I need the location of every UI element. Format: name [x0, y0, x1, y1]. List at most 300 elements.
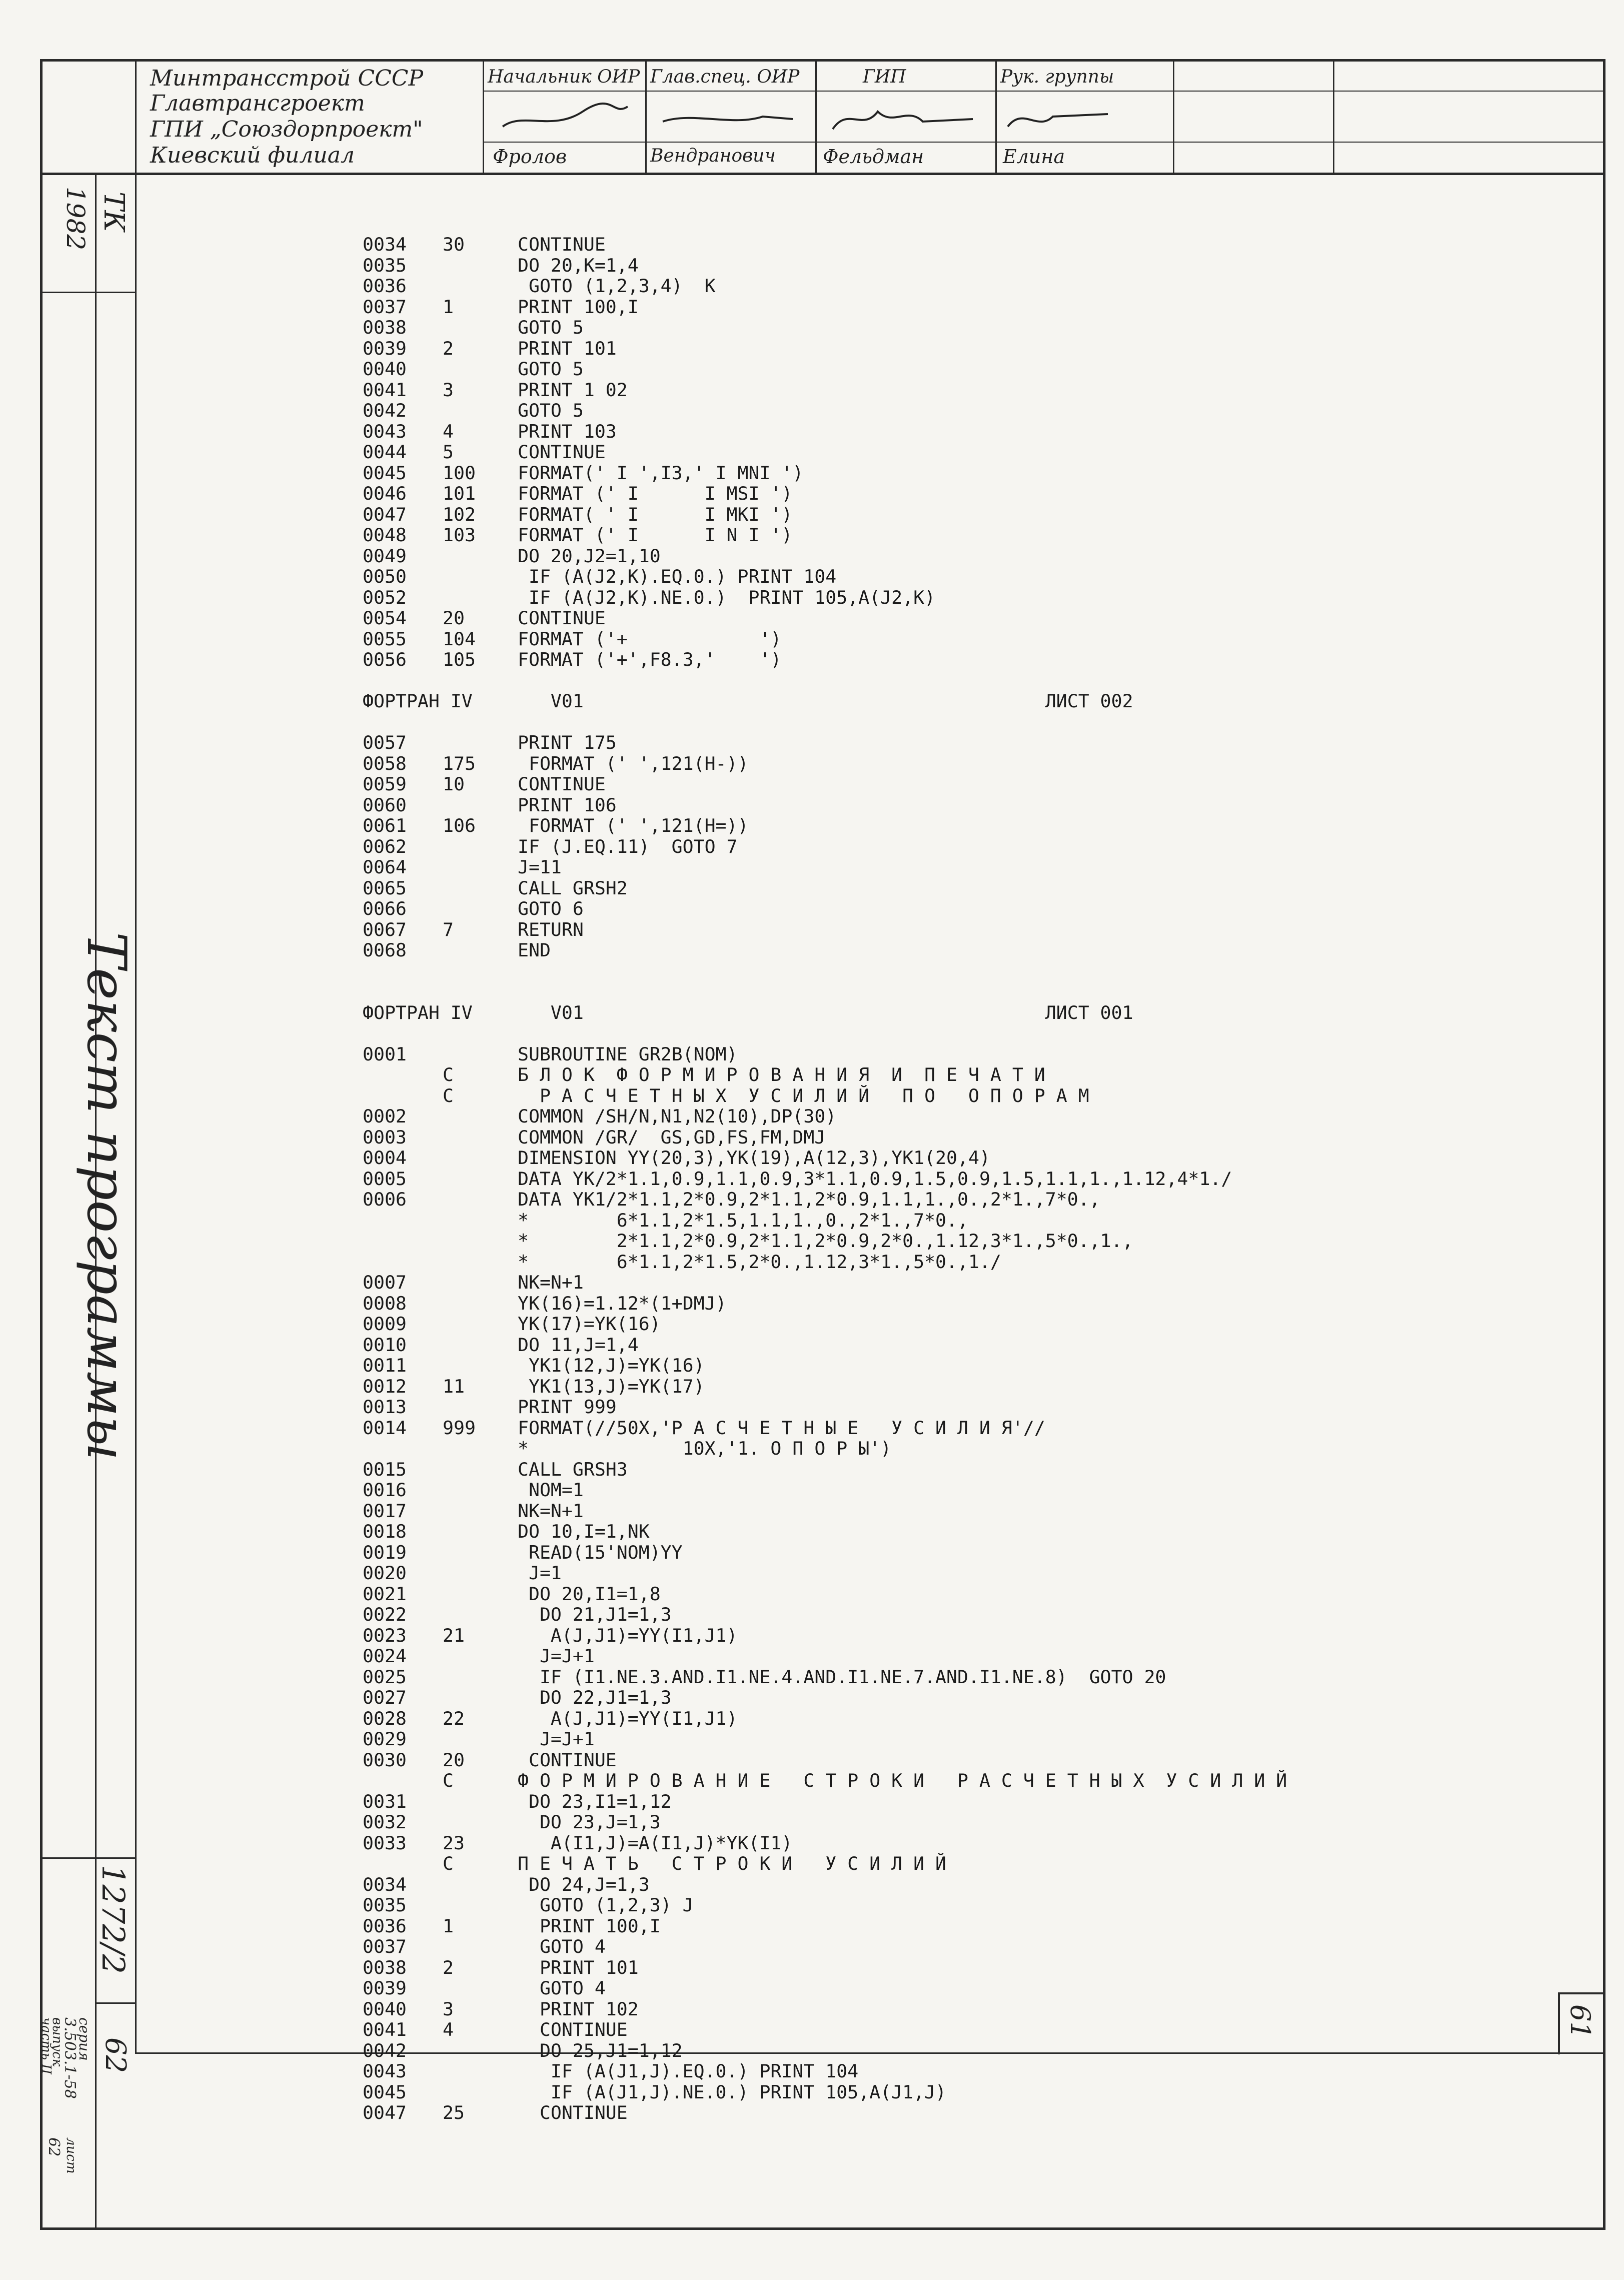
- statement-text: DO 23,I1=1,12: [518, 1790, 672, 1812]
- code-line: [363, 774, 1463, 795]
- code-line: [363, 2082, 1463, 2103]
- code-line: [363, 463, 1463, 484]
- series-value: 3.503.1-58: [61, 2017, 79, 2099]
- statement-label: 20: [443, 1749, 465, 1771]
- code-label: ТК: [98, 192, 130, 232]
- code-line: [363, 1542, 1463, 1563]
- line-number: 0004: [363, 1147, 407, 1169]
- statement-label: 102: [443, 503, 476, 525]
- line-number: 0024: [363, 1645, 407, 1667]
- statement-text: DO 20,J2=1,10: [518, 545, 661, 567]
- code-line: [363, 2040, 1463, 2061]
- document-sheet: [40, 59, 1605, 2230]
- code-line: [363, 338, 1463, 359]
- statement-text: PRINT 101: [518, 337, 617, 359]
- statement-text: V01 ЛИСТ 001: [518, 1001, 1133, 1023]
- line-number: 0030: [363, 1749, 407, 1771]
- code-line: [363, 608, 1463, 629]
- statement-text: FORMAT ('+ '): [518, 628, 782, 650]
- line-number: 0056: [363, 649, 407, 670]
- org-line-3: ГПИ „Союздорпроект": [150, 117, 423, 142]
- statement-label: 175: [443, 752, 476, 774]
- statement-label: 1: [443, 296, 454, 318]
- line-number: 0054: [363, 607, 407, 629]
- statement-text: GOTO 5: [518, 400, 584, 421]
- line-number: 0057: [363, 732, 407, 753]
- statement-text: NOM=1: [518, 1479, 584, 1501]
- vertical-title: Текст программы: [75, 932, 138, 1461]
- statement-text: A(J,J1)=YY(I1,J1): [518, 1624, 738, 1646]
- line-number: 0008: [363, 1292, 407, 1314]
- statement-label: 101: [443, 483, 476, 504]
- statement-label: 106: [443, 815, 476, 836]
- code-line: [363, 566, 1463, 587]
- code-line: [363, 1314, 1463, 1335]
- line-number: 0039: [363, 337, 407, 359]
- code-line: [363, 1418, 1463, 1439]
- code-line: [363, 1189, 1463, 1210]
- statement-text: YK(16)=1.12*(1+DMJ): [518, 1292, 727, 1314]
- statement-text: DO 11,J=1,4: [518, 1334, 639, 1356]
- line-number: 0058: [363, 752, 407, 774]
- code-line: [363, 1397, 1463, 1418]
- code-line: [363, 878, 1463, 899]
- statement-text: FORMAT(' I ',I3,' I MNI '): [518, 462, 804, 484]
- statement-text: DATA YK/2*1.1,0.9,1.1,0.9,3*1.1,0.9,1.5,0.9,1.5,1.1,1.,1.12,4*1./: [518, 1168, 1232, 1190]
- line-number: 0064: [363, 856, 407, 878]
- statement-text: FORMAT (' ',121(H-)): [518, 752, 749, 774]
- line-number: 0045: [363, 462, 407, 484]
- line-number: 0036: [363, 1915, 407, 1937]
- statement-label: 1: [443, 1915, 454, 1937]
- line-number: 0068: [363, 939, 407, 961]
- line-number: 0034: [363, 234, 407, 255]
- code-line: [363, 2102, 1463, 2123]
- statement-text: DO 21,J1=1,3: [518, 1604, 672, 1625]
- role-head-oir: Начальник ОИР: [488, 67, 640, 87]
- line-number: 0048: [363, 524, 407, 546]
- statement-label: 10: [443, 773, 465, 795]
- year-label: 1982: [61, 187, 90, 251]
- role-group-lead: Рук. группы: [1000, 67, 1114, 87]
- statement-text: FORMAT ('+',F8.3,' '): [518, 649, 782, 670]
- code-line: [363, 1148, 1463, 1169]
- statement-text: DIMENSION YY(20,3),YK(19),A(12,3),YK1(20,4): [518, 1147, 990, 1169]
- statement-text: CALL GRSH2: [518, 877, 628, 899]
- statement-text: END: [518, 939, 551, 961]
- code-line: [363, 1687, 1463, 1708]
- line-number: 0009: [363, 1313, 407, 1335]
- statement-label: 3: [443, 379, 454, 401]
- statement-text: DO 22,J1=1,3: [518, 1687, 672, 1708]
- statement-text: FORMAT (' ',121(H=)): [518, 815, 749, 836]
- statement-text: RETURN: [518, 918, 584, 940]
- code-line: [363, 546, 1463, 567]
- statement-text: YK1(12,J)=YK(16): [518, 1355, 705, 1376]
- statement-text: NK=N+1: [518, 1272, 584, 1293]
- code-line: [363, 2019, 1463, 2040]
- statement-text: CONTINUE: [518, 2102, 628, 2123]
- code-line: [363, 1957, 1463, 1978]
- code-line: [363, 421, 1463, 442]
- statement-label: 23: [443, 1832, 465, 1854]
- statement-text: * 6*1.1,2*1.5,1.1,1.,0.,2*1.,7*0.,: [518, 1209, 968, 1231]
- line-number: 0059: [363, 773, 407, 795]
- statement-label: 25: [443, 2102, 465, 2123]
- line-number: 0018: [363, 1521, 407, 1542]
- code-line: [363, 1895, 1463, 1916]
- statement-text: Ф О Р М И Р О В А Н И Е С Т Р О К И Р А С Ч Е Т Н Ы Х У С И Л И Й: [518, 1770, 1287, 1791]
- line-number: 0034: [363, 1873, 407, 1895]
- statement-label: 22: [443, 1707, 465, 1729]
- code-line: [363, 1002, 1463, 1023]
- code-line: [363, 1169, 1463, 1190]
- line-number: 0042: [363, 2039, 407, 2061]
- statement-text: PRINT 102: [518, 1998, 639, 2020]
- statement-label: 4: [443, 420, 454, 442]
- line-number: 0027: [363, 1687, 407, 1708]
- page-number-box: [1558, 1992, 1605, 2054]
- statement-label: C: [443, 1084, 454, 1106]
- statement-text: PRINT 100,I: [518, 296, 639, 318]
- name-elina: Елина: [1003, 146, 1065, 168]
- statement-text: CONTINUE: [518, 2019, 628, 2040]
- line-number: 0066: [363, 898, 407, 919]
- statement-text: IF (A(J1,J).EQ.0.) PRINT 104: [518, 2060, 859, 2082]
- code-line: [363, 981, 1463, 1002]
- statement-label: 2: [443, 1956, 454, 1978]
- code-line: [363, 649, 1463, 670]
- code-line: [363, 317, 1463, 338]
- line-number: 0035: [363, 254, 407, 276]
- code-line: [363, 1459, 1463, 1480]
- statement-label: 30: [443, 234, 465, 255]
- list-label: лист: [64, 2137, 79, 2174]
- statement-text: DO 20,I1=1,8: [518, 1583, 661, 1605]
- statement-text: GOTO (1,2,3) J: [518, 1894, 694, 1916]
- statement-label: 105: [443, 649, 476, 670]
- code-line: [363, 234, 1463, 255]
- code-line: [363, 1853, 1463, 1874]
- statement-text: FORMAT (' I I MSI '): [518, 483, 793, 504]
- fortran-listing: [363, 234, 1463, 2123]
- statement-text: Б Л О К Ф О Р М И Р О В А Н И Я И П Е Ч А Т И: [518, 1064, 1045, 1085]
- line-number: 0013: [363, 1396, 407, 1418]
- code-line: [363, 961, 1463, 982]
- line-number: 0037: [363, 296, 407, 318]
- statement-text: NK=N+1: [518, 1500, 584, 1522]
- line-number: 0041: [363, 2019, 407, 2040]
- line-number: 0002: [363, 1105, 407, 1127]
- code-line: [363, 1106, 1463, 1127]
- line-number: 0045: [363, 2081, 407, 2103]
- line-number: 0042: [363, 400, 407, 421]
- line-number: 0036: [363, 275, 407, 297]
- line-number: 0014: [363, 1417, 407, 1439]
- part-label: часть II: [39, 2017, 54, 2074]
- code-line: [363, 276, 1463, 297]
- code-line: [363, 836, 1463, 857]
- line-number: 0052: [363, 586, 407, 608]
- line-number: 0032: [363, 1811, 407, 1833]
- statement-text: * 2*1.1,2*0.9,2*1.1,2*0.9,2*0.,1.12,3*1.,5*0.,1.,: [518, 1230, 1133, 1252]
- statement-text: DO 20,K=1,4: [518, 254, 639, 276]
- statement-label: 21: [443, 1624, 465, 1646]
- statement-text: Р А С Ч Е Т Н Ы Х У С И Л И Й П О О П О Р А М: [518, 1084, 1089, 1106]
- statement-label: C: [443, 1064, 454, 1085]
- line-number: 0005: [363, 1168, 407, 1190]
- line-number: 0022: [363, 1604, 407, 1625]
- statement-text: PRINT 1 02: [518, 379, 628, 401]
- statement-text: PRINT 101: [518, 1956, 639, 1978]
- series-label: серия: [76, 2017, 93, 2061]
- statement-label: 3: [443, 1998, 454, 2020]
- line-number: 0006: [363, 1189, 407, 1210]
- code-line: [363, 1480, 1463, 1501]
- title-block: [43, 62, 1603, 173]
- line-number: 0046: [363, 483, 407, 504]
- line-number: 0023: [363, 1624, 407, 1646]
- line-number: 0015: [363, 1458, 407, 1480]
- code-line: [363, 795, 1463, 816]
- statement-text: IF (A(J1,J).NE.0.) PRINT 105,A(J1,J): [518, 2081, 947, 2103]
- sheet-number: 62: [99, 2037, 132, 2073]
- statement-text: SUBROUTINE GR2B(NOM): [518, 1043, 738, 1065]
- org-line-2: Главтрансгроект: [150, 91, 365, 116]
- code-line: [363, 1833, 1463, 1854]
- series-block: [39, 2012, 95, 2227]
- code-line: [363, 670, 1463, 691]
- line-number: ФОРТРАН IV: [363, 690, 473, 712]
- statement-text: DO 24,J=1,3: [518, 1873, 650, 1895]
- line-number: 0020: [363, 1562, 407, 1584]
- code-line: [363, 753, 1463, 774]
- statement-text: A(J,J1)=YY(I1,J1): [518, 1707, 738, 1729]
- statement-text: GOTO 5: [518, 358, 584, 380]
- signatures: [483, 92, 1173, 142]
- statement-text: IF (I1.NE.3.AND.I1.NE.4.AND.I1.NE.7.AND.I1.NE.8) GOTO 20: [518, 1666, 1166, 1688]
- code-line: [363, 1812, 1463, 1833]
- statement-text: GOTO (1,2,3,4) K: [518, 275, 716, 297]
- statement-text: GOTO 5: [518, 317, 584, 338]
- org-line-4: Киевский филиал: [150, 143, 355, 168]
- list-value: 62: [45, 2137, 63, 2157]
- code-line: [363, 380, 1463, 401]
- statement-text: COMMON /GR/ GS,GD,FS,FM,DMJ: [518, 1126, 826, 1148]
- statement-text: J=J+1: [518, 1728, 595, 1750]
- statement-label: C: [443, 1770, 454, 1791]
- line-number: 0025: [363, 1666, 407, 1688]
- statement-text: CONTINUE: [518, 1749, 617, 1771]
- line-number: 0038: [363, 317, 407, 338]
- statement-text: READ(15'NOM)YY: [518, 1541, 683, 1563]
- statement-text: YK1(13,J)=YK(17): [518, 1375, 705, 1397]
- statement-text: J=1: [518, 1562, 562, 1584]
- code-line: [363, 1085, 1463, 1106]
- statement-text: PRINT 100,I: [518, 1915, 661, 1937]
- statement-text: GOTO 4: [518, 1977, 606, 1999]
- code-line: [363, 587, 1463, 608]
- line-number: 0060: [363, 794, 407, 816]
- line-number: 0047: [363, 2102, 407, 2123]
- code-line: [363, 1127, 1463, 1148]
- code-line: [363, 1770, 1463, 1791]
- statement-text: IF (J.EQ.11) GOTO 7: [518, 835, 738, 857]
- name-feldman: Фельдман: [823, 146, 924, 168]
- code-line: [363, 504, 1463, 525]
- statement-text: PRINT 103: [518, 420, 617, 442]
- code-line: [363, 1335, 1463, 1356]
- line-number: 0001: [363, 1043, 407, 1065]
- line-number: 0029: [363, 1728, 407, 1750]
- code-line: [363, 1023, 1463, 1044]
- statement-text: J=11: [518, 856, 562, 878]
- code-line: [363, 1791, 1463, 1812]
- name-vendranovich: Вендранович: [650, 146, 776, 166]
- statement-text: PRINT 175: [518, 732, 617, 753]
- line-number: 0017: [363, 1500, 407, 1522]
- code-line: [363, 1584, 1463, 1605]
- line-number: 0040: [363, 1998, 407, 2020]
- statement-text: GOTO 6: [518, 898, 584, 919]
- issue-label: выпуск: [50, 2017, 65, 2067]
- page-number: 61: [1564, 2004, 1596, 2039]
- statement-label: 999: [443, 1417, 476, 1439]
- statement-text: П Е Ч А Т Ь С Т Р О К И У С И Л И Й: [518, 1853, 947, 1874]
- statement-label: 100: [443, 462, 476, 484]
- line-number: 0055: [363, 628, 407, 650]
- role-chief-specialist: Глав.спец. ОИР: [650, 67, 800, 87]
- code-line: [363, 297, 1463, 318]
- document-number: 1272/2: [95, 1865, 132, 1974]
- statement-text: A(I1,J)=A(I1,J)*YK(I1): [518, 1832, 793, 1854]
- statement-label: 7: [443, 918, 454, 940]
- code-line: [363, 1501, 1463, 1522]
- statement-text: GOTO 4: [518, 1936, 606, 1957]
- line-number: 0062: [363, 835, 407, 857]
- statement-label: 104: [443, 628, 476, 650]
- line-number: 0028: [363, 1707, 407, 1729]
- line-number: 0050: [363, 566, 407, 587]
- code-line: [363, 1708, 1463, 1729]
- code-line: [363, 691, 1463, 712]
- line-number: 0021: [363, 1583, 407, 1605]
- line-number: 0007: [363, 1272, 407, 1293]
- statement-text: DO 25,J1=1,12: [518, 2039, 683, 2061]
- code-line: [363, 1999, 1463, 2020]
- line-number: 0043: [363, 420, 407, 442]
- statement-text: IF (A(J2,K).NE.0.) PRINT 105,A(J2,K): [518, 586, 936, 608]
- line-number: 0044: [363, 441, 407, 463]
- statement-text: FORMAT( ' I I MKI '): [518, 503, 793, 525]
- code-line: [363, 1625, 1463, 1646]
- statement-text: CONTINUE: [518, 607, 606, 629]
- code-line: [363, 483, 1463, 504]
- line-number: 0011: [363, 1355, 407, 1376]
- code-line: [363, 2061, 1463, 2082]
- code-line: [363, 1978, 1463, 1999]
- code-line: [363, 1376, 1463, 1397]
- statement-text: CONTINUE: [518, 773, 606, 795]
- line-number: 0035: [363, 1894, 407, 1916]
- line-number: 0065: [363, 877, 407, 899]
- statement-text: FORMAT(//50X,'Р А С Ч Е Т Н Ы Е У С И Л И Я'//: [518, 1417, 1045, 1439]
- code-line: [363, 857, 1463, 878]
- code-line: [363, 1646, 1463, 1667]
- code-line: [363, 712, 1463, 733]
- line-number: 0012: [363, 1375, 407, 1397]
- code-line: [363, 400, 1463, 421]
- code-line: [363, 442, 1463, 463]
- code-line: [363, 1064, 1463, 1085]
- code-line: [363, 898, 1463, 919]
- statement-text: * 6*1.1,2*1.5,2*0.,1.12,3*1.,5*0.,1./: [518, 1251, 1001, 1273]
- statement-label: 5: [443, 441, 454, 463]
- name-frolov: Фролов: [493, 146, 567, 168]
- code-line: [363, 1563, 1463, 1584]
- code-line: [363, 940, 1463, 961]
- statement-text: J=J+1: [518, 1645, 595, 1667]
- org-line-1: Минтрансстрой СССР: [150, 66, 424, 91]
- line-number: ФОРТРАН IV: [363, 1001, 473, 1023]
- statement-text: DATA YK1/2*1.1,2*0.9,2*1.1,2*0.9,1.1,1.,0.,2*1.,7*0.,: [518, 1189, 1100, 1210]
- code-line: [363, 732, 1463, 753]
- statement-text: CONTINUE: [518, 234, 606, 255]
- code-line: [363, 1750, 1463, 1771]
- line-number: 0016: [363, 1479, 407, 1501]
- statement-label: 2: [443, 337, 454, 359]
- code-line: [363, 1272, 1463, 1293]
- statement-text: YK(17)=YK(16): [518, 1313, 661, 1335]
- line-number: 0039: [363, 1977, 407, 1999]
- line-number: 0047: [363, 503, 407, 525]
- statement-label: 4: [443, 2019, 454, 2040]
- statement-label: C: [443, 1853, 454, 1874]
- statement-label: 20: [443, 607, 465, 629]
- code-line: [363, 919, 1463, 940]
- line-number: 0019: [363, 1541, 407, 1563]
- statement-text: DO 23,J=1,3: [518, 1811, 661, 1833]
- statement-text: * 10X,'1. О П О Р Ы'): [518, 1438, 892, 1459]
- line-number: 0003: [363, 1126, 407, 1148]
- code-line: [363, 1521, 1463, 1542]
- code-line: [363, 359, 1463, 380]
- code-line: [363, 629, 1463, 650]
- role-gip: ГИП: [863, 67, 906, 87]
- statement-label: 103: [443, 524, 476, 546]
- statement-text: IF (A(J2,K).EQ.0.) PRINT 104: [518, 566, 837, 587]
- line-number: 0061: [363, 815, 407, 836]
- code-line: [363, 1044, 1463, 1065]
- line-number: 0033: [363, 1832, 407, 1854]
- line-number: 0043: [363, 2060, 407, 2082]
- line-number: 0040: [363, 358, 407, 380]
- statement-text: V01 ЛИСТ 002: [518, 690, 1133, 712]
- code-line: [363, 1667, 1463, 1688]
- code-line: [363, 1210, 1463, 1231]
- line-number: 0067: [363, 918, 407, 940]
- statement-text: PRINT 999: [518, 1396, 617, 1418]
- code-line: [363, 1874, 1463, 1895]
- code-line: [363, 1729, 1463, 1750]
- line-number: 0041: [363, 379, 407, 401]
- statement-text: FORMAT (' I I N I '): [518, 524, 793, 546]
- code-line: [363, 1438, 1463, 1459]
- statement-text: CONTINUE: [518, 441, 606, 463]
- code-line: [363, 1916, 1463, 1937]
- code-line: [363, 1231, 1463, 1252]
- line-number: 0010: [363, 1334, 407, 1356]
